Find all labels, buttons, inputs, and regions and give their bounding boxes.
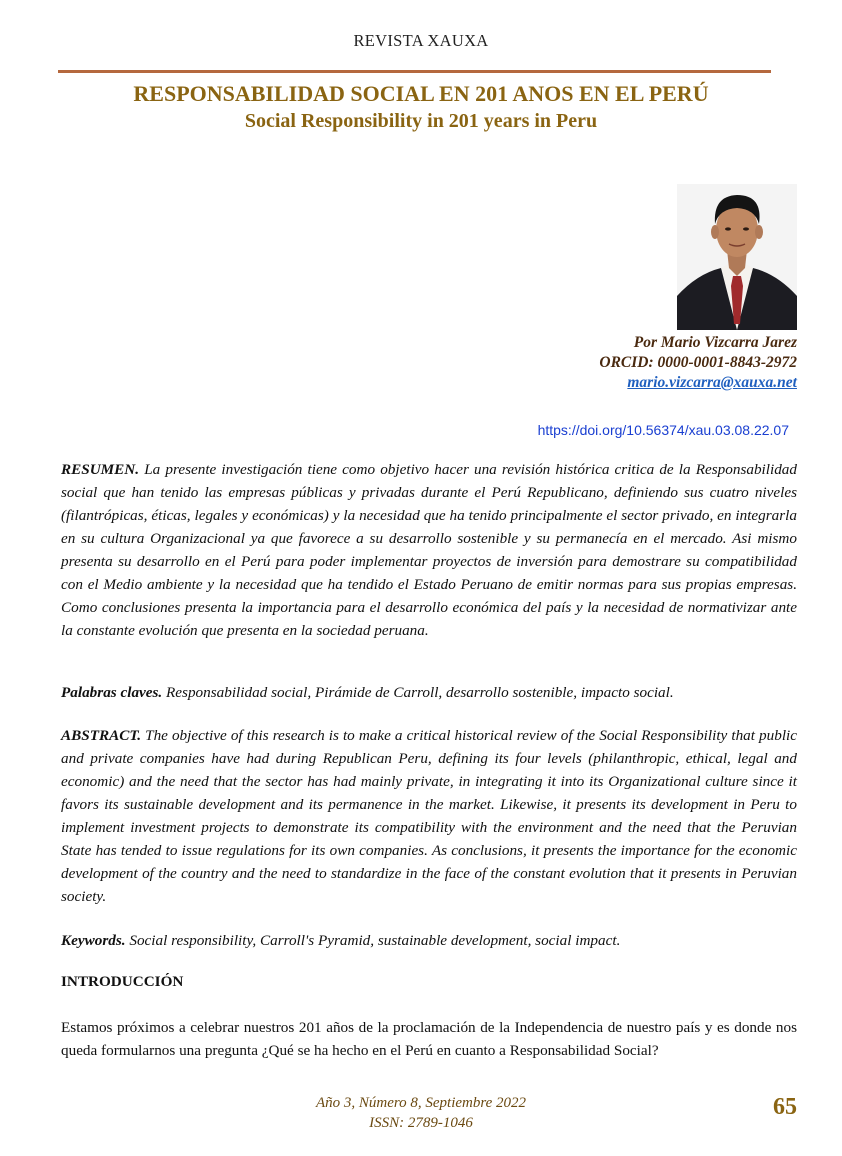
author-email-link[interactable]: mario.vizcarra@xauxa.net [627, 374, 797, 391]
article-title-spanish: RESPONSABILIDAD SOCIAL EN 201 ANOS EN EL PERÚ [133, 81, 709, 106]
page-number: 65 [773, 1094, 797, 1120]
palabras-claves-text: Responsabilidad social, Pirámide de Carroll, desarrollo sostenible, impacto social. [162, 684, 674, 701]
palabras-claves-paragraph [61, 681, 797, 704]
doi-link[interactable]: https://doi.org/10.56374/xau.03.08.22.07 [537, 422, 789, 438]
author-orcid: ORCID: 0000-0001-8843-2972 [599, 354, 797, 371]
abstract-paragraph [61, 724, 797, 908]
author-portrait-image [677, 184, 797, 330]
author-photo [677, 184, 797, 330]
footer-issue-info [250, 1093, 592, 1133]
abstract-text: The objective of this research is to make a critical historical review of the Social Responsibility that public and private companies have had during Republican Peru, defining its four levels (philanthropic, ethical, legal and economic) and the need that the sector has had mainly private, in integrating it into its Organizational culture since it favors its sustainable development and its permanence in the market. Likewise, it presents its development in Peru to implement investment projects to demonstrate its compatibility with the environment and the need that the Peruvian State has tended to issue regulations for its own companies. As conclusions, it presents the importance for the economic development of the country and the need to standardize in the face of the constant evolution that it presents in Peruvian society. [61, 727, 797, 905]
keywords-paragraph [61, 929, 797, 952]
journal-name: REVISTA XAUXA [353, 31, 489, 50]
keywords-label: Keywords. [61, 932, 126, 949]
abstract-label: ABSTRACT. [61, 727, 142, 744]
keywords-text: Social responsibility, Carroll's Pyramid, sustainable development, social impact. [125, 932, 621, 949]
resumen-text: La presente investigación tiene como objetivo hacer una revisión histórica critica de la Responsabilidad social que han tenido las empresas públicas y privadas durante el Perú Republicano, definiendo sus cuatro niveles (filantrópicas, éticas, legales y económicas) y la necesidad que ha tenido principalmente el sector privado, en integrarla en su cultura Organizacional ya que favorece a su desarrollo sostenible y su permanecía en el mercado. Asi mismo presenta su desarrollo en el Perú para poder implementar proyectos de inversión para demostrare su compatibilidad con el Medio ambiente y la necesidad que ha tendido el Estado Peruano de emitir normas para sus propias empresas. Como conclusiones presenta la importancia para el desarrollo económica del país y la necesidad de normativizar ante la constante evolución que presenta en la sociedad peruana. [61, 461, 797, 639]
footer-issue: Año 3, Número 8, Septiembre 2022 [315, 1095, 527, 1111]
resumen-label: RESUMEN. [61, 461, 140, 478]
section-heading-introduccion: INTRODUCCIÓN [61, 973, 184, 990]
intro-paragraph: Estamos próximos a celebrar nuestros 201 años de la proclamación de la Independencia de nuestro país y es donde nos queda formularnos una pregunta ¿Qué se ha hecho en el Perú en cuanto a Responsabilidad Social? [61, 1019, 797, 1059]
palabras-claves-label: Palabras claves. [61, 684, 163, 701]
header-divider [58, 70, 771, 73]
resumen-paragraph [61, 458, 797, 642]
article-title-english: Social Responsibility in 201 years in Peru [244, 110, 598, 132]
footer-issn: ISSN: 2789-1046 [369, 1115, 473, 1131]
author-info [440, 333, 797, 393]
author-byline: Por Mario Vizcarra Jarez [633, 334, 797, 351]
